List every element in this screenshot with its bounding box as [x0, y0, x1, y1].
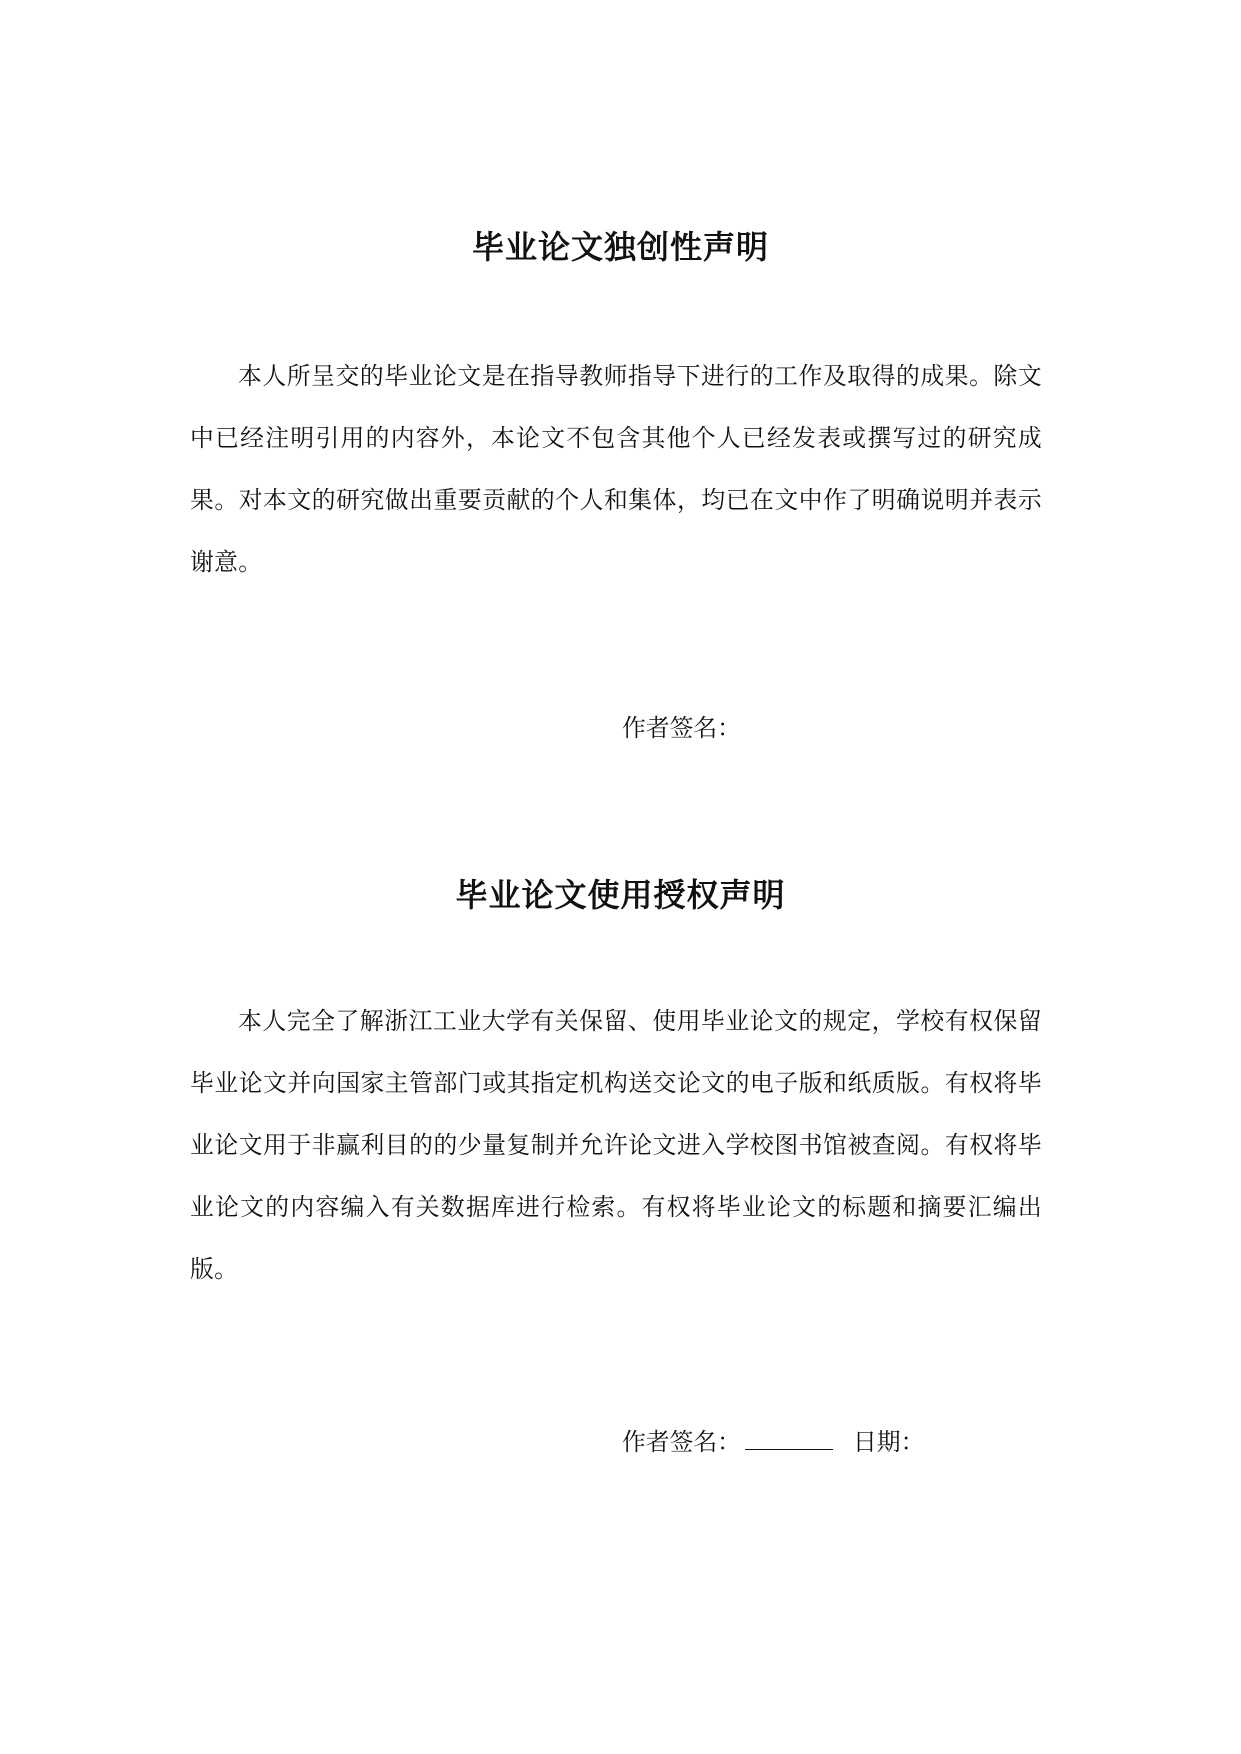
authorization-signature-row	[622, 1426, 924, 1458]
authorization-statement-title: 毕业论文使用授权声明	[455, 876, 786, 914]
signature-blank-line[interactable]	[745, 1427, 833, 1450]
originality-signature-label: 作者签名：	[622, 714, 741, 742]
originality-statement-title: 毕业论文独创性声明	[471, 228, 769, 266]
authorization-statement-paragraph: 本人完全了解浙江工业大学有关保留、使用毕业论文的规定，学校有权保留毕业论文并向国家主管部门或其指定机构送交论文的电子版和纸质版。有权将毕业论文用于非赢利目的的少量复制并允许论文进入学校图书馆被查阅。有权将毕业论文的内容编入有关数据库进行检索。有权将毕业论文的标题和摘要汇编出版。	[190, 1007, 1042, 1283]
originality-statement-paragraph: 本人所呈交的毕业论文是在指导教师指导下进行的工作及取得的成果。除文中已经注明引用的内容外，本论文不包含其他个人已经发表或撰写过的研究成果。对本文的研究做出重要贡献的个人和集体，均已在文中作了明确说明并表示谢意。	[190, 362, 1042, 576]
authorization-date-label: 日期：	[852, 1428, 925, 1456]
authorization-signature-label: 作者签名：	[622, 1428, 741, 1456]
